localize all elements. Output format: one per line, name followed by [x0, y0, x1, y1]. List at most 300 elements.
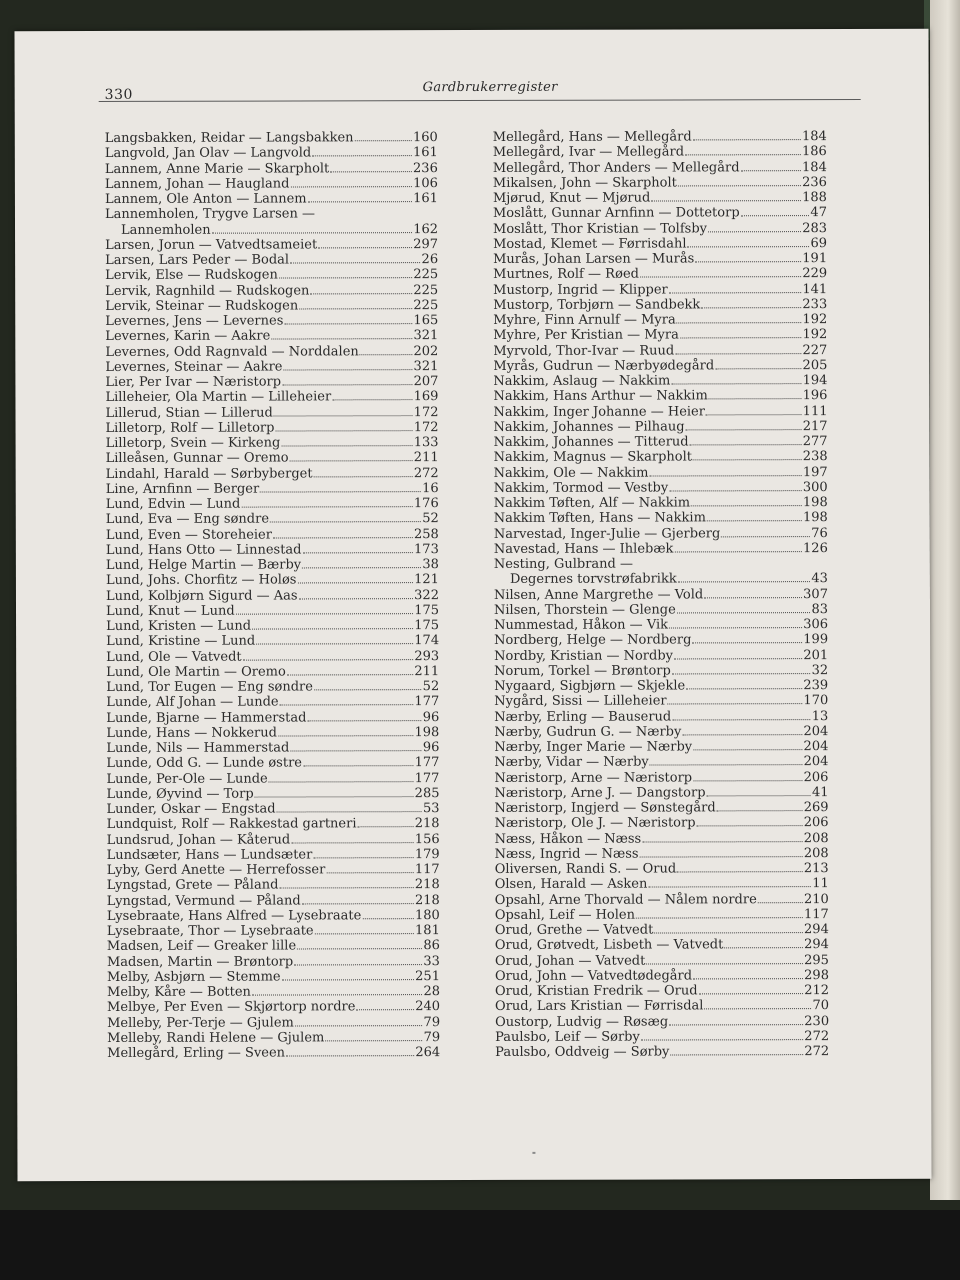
entry-page-number: 70: [812, 998, 830, 1014]
entry-page-number: 96: [422, 740, 440, 756]
dot-leader: [704, 1008, 811, 1009]
entry-name: Lannem, Anne Marie — Skarpholt: [104, 160, 330, 177]
entry-page-number: 208: [803, 845, 829, 861]
entry-name: Nummestad, Håkon — Vik: [494, 617, 669, 633]
index-entry: [107, 862, 440, 878]
entry-name: Orud, Grethe — Vatvedt: [494, 922, 654, 938]
index-entry: [493, 327, 827, 343]
entry-page-number: 204: [803, 754, 829, 770]
entry-name: Myhre, Per Kristian — Myra: [493, 327, 679, 344]
entry-name: Nakkim Tøften, Hans — Nakkim: [493, 510, 706, 527]
index-entry: [107, 1030, 440, 1046]
entry-name: Mjørud, Knut — Mjørud: [492, 190, 651, 206]
entry-page-number: 32: [811, 662, 829, 678]
dot-leader: [706, 414, 802, 415]
entry-name: Mikalsen, John — Skarpholt: [492, 175, 677, 191]
entry-page-number: 285: [414, 785, 440, 801]
index-entry: [494, 663, 828, 679]
dot-leader: [678, 185, 801, 186]
index-entry: [495, 983, 829, 999]
entry-name: Nordberg, Helge — Nordberg: [494, 632, 692, 649]
entry-name: Navestad, Hans — Ihlebæk: [493, 541, 674, 557]
entry-page-number: 47: [810, 205, 827, 221]
entry-page-number: 227: [802, 342, 828, 358]
entry-page-number: 172: [413, 419, 439, 435]
entry-name: Mostad, Klemet — Førrisdahl: [493, 236, 687, 252]
index-entry: [494, 495, 828, 511]
index-entry: [107, 1045, 440, 1061]
entry-name: Lunde, Alf Johan — Lunde: [106, 694, 279, 711]
index-entry: [106, 557, 439, 573]
index-entry: [495, 815, 829, 831]
dot-leader: [636, 917, 803, 918]
entry-name: Lund, Hans Otto — Linnestad: [105, 542, 302, 558]
dot-leader: [297, 948, 422, 949]
index-entry: [107, 908, 440, 924]
entry-page-number: 180: [414, 907, 440, 923]
entry-name: Lund, Kolbjørn Sigurd — Aas: [105, 587, 298, 604]
entry-page-number: 264: [415, 1045, 441, 1061]
entry-name: Madsen, Martin — Brøntorp: [106, 953, 294, 970]
entry-page-number: 111: [802, 403, 828, 419]
dot-leader: [290, 262, 420, 263]
entry-name: Lyngstad, Grete — Påland: [106, 877, 279, 894]
entry-page-number: 28: [423, 984, 441, 1000]
dot-leader: [241, 506, 413, 507]
dot-leader: [280, 704, 414, 705]
entry-name: Nakkim, Tormod — Vestby: [493, 480, 669, 496]
entry-name: Paulsbo, Oddveig — Sørby: [495, 1044, 670, 1060]
dot-leader: [357, 826, 413, 827]
entry-name: Lilleheier, Ola Martin — Lilleheier: [105, 389, 332, 406]
dot-leader: [697, 825, 803, 826]
entry-page-number: 258: [413, 526, 439, 542]
entry-name: Mellegård, Erling — Sveen: [107, 1045, 286, 1061]
entry-name: Norum, Torkel — Brøntorp: [494, 663, 671, 679]
entry-name: Opsahl, Arne Thorvald — Nålem nordre: [494, 891, 757, 908]
dot-leader: [686, 688, 802, 689]
dot-leader: [674, 658, 802, 659]
dot-leader: [212, 232, 413, 234]
dot-leader: [707, 795, 811, 796]
entry-name: Mustorp, Ingrid — Klipper: [493, 281, 668, 298]
dot-leader: [297, 582, 413, 583]
index-entry: [105, 130, 438, 146]
index-entry: [494, 434, 828, 450]
dot-leader: [286, 1055, 414, 1056]
entry-name: Nakkim, Johannes — Pilhaug: [493, 419, 685, 435]
index-entry: [106, 496, 439, 512]
index-entry: [495, 1044, 829, 1060]
index-entry: [106, 542, 439, 558]
entry-page-number: 83: [811, 601, 829, 617]
entry-name: Myhre, Finn Arnulf — Myra: [493, 312, 676, 328]
index-entry: [494, 709, 828, 725]
entry-name: Langvold, Jan Olav — Langvold: [104, 145, 312, 162]
index-entry: [106, 771, 439, 787]
dot-leader: [650, 764, 803, 765]
entry-name: Næristorp, Ole J. — Næristorp: [494, 815, 696, 832]
entry-page-number: 306: [803, 617, 829, 633]
dot-leader: [307, 720, 421, 721]
dot-leader: [677, 612, 811, 613]
entry-page-number: 272: [804, 1028, 830, 1044]
dot-leader: [302, 903, 414, 904]
index-entry: [495, 907, 829, 923]
dot-leader: [724, 947, 803, 948]
index-entry: [105, 237, 438, 253]
dot-leader: [677, 871, 803, 872]
index-entry: [494, 678, 828, 694]
entry-name: Line, Arnfinn — Berger: [105, 481, 260, 497]
dot-leader: [279, 277, 412, 278]
index-entry: [494, 449, 828, 465]
dot-leader: [649, 475, 801, 476]
index-entry: [107, 969, 440, 985]
dot-leader: [255, 796, 414, 797]
index-entry-lead: Lannemholen, Trygve Larsen —: [104, 206, 316, 223]
index-entry: [106, 740, 439, 756]
dot-leader: [686, 429, 802, 430]
entry-name: Lunde, Hans — Nokkerud: [106, 725, 277, 741]
dot-leader: [654, 932, 803, 933]
entry-page-number: 300: [802, 479, 828, 495]
dot-leader: [695, 261, 801, 262]
entry-page-number: 236: [413, 160, 438, 176]
dot-leader: [741, 170, 802, 171]
index-entry: [494, 465, 828, 481]
index-entry: [495, 800, 829, 816]
dot-leader: [278, 735, 414, 736]
entry-page-number: 169: [413, 389, 439, 405]
entry-name: Moslått, Thor Kristian — Tolfsby: [492, 220, 708, 237]
index-entry: [107, 999, 440, 1015]
dot-leader: [256, 643, 413, 644]
entry-name: Lund, Ole — Vatvedt: [106, 649, 242, 665]
index-entry: [493, 205, 827, 221]
index-entry: [493, 236, 827, 252]
entry-name: Lund, Edvin — Lund: [105, 496, 241, 512]
book-page: [14, 29, 931, 1181]
entry-name: Nakkim, Aslaug — Nakkim: [493, 373, 671, 389]
running-title: Gardbrukerregister: [422, 79, 558, 96]
entry-page-number: 229: [802, 266, 828, 282]
dot-leader: [669, 490, 802, 491]
entry-name: Lyngstad, Vermund — Påland: [106, 892, 301, 909]
entry-page-number: 321: [413, 328, 439, 344]
dot-leader: [236, 613, 414, 614]
dot-leader: [318, 247, 412, 248]
entry-page-number: 238: [802, 449, 828, 465]
entry-name: Orud, Johan — Vatvedt: [494, 953, 646, 969]
index-entry: [106, 618, 439, 634]
index-entry: [495, 1029, 829, 1045]
index-entry: [494, 648, 828, 664]
dot-leader: [709, 398, 802, 399]
dot-leader: [312, 155, 412, 156]
entry-page-number: 239: [803, 678, 829, 694]
dot-leader: [252, 628, 413, 629]
entry-page-number: 192: [802, 312, 828, 328]
index-entry: [107, 816, 440, 832]
entry-page-number: 117: [803, 906, 829, 922]
index-entry: [495, 937, 829, 953]
index-entry: [493, 190, 827, 206]
entry-name: Lannemholen: [120, 222, 211, 238]
entry-page-number: 236: [802, 174, 827, 190]
entry-page-number: 194: [802, 373, 828, 389]
index-entry: [105, 389, 438, 405]
facing-page-edge: [930, 0, 960, 1200]
entry-name: Lund, Kristen — Lund: [106, 618, 252, 634]
dot-leader: [642, 841, 803, 842]
page-number: 330: [104, 86, 133, 103]
index-entry: [107, 832, 440, 848]
index-entry: [493, 160, 827, 176]
entry-name: Næristorp, Ingjerd — Sønstegård: [494, 800, 716, 816]
entry-name: Nærby, Erling — Bauserud: [494, 708, 672, 725]
dot-leader: [277, 811, 422, 812]
index-entry: [105, 191, 438, 207]
entry-page-number: 133: [413, 435, 439, 451]
entry-page-number: 160: [412, 130, 438, 146]
index-entry: [494, 419, 828, 435]
dot-leader: [360, 354, 413, 355]
entry-page-number: 175: [414, 602, 440, 618]
entry-name: Levernes, Odd Ragnvald — Norddalen: [105, 343, 359, 360]
index-entry: [493, 282, 827, 298]
dot-leader: [282, 979, 415, 980]
index-entry: [494, 617, 828, 633]
dot-leader: [670, 1054, 803, 1055]
entry-name: Olsen, Harald — Asken: [494, 876, 648, 893]
entry-name: Lund, Tor Eugen — Eng søndre: [106, 679, 313, 695]
entry-page-number: 181: [415, 923, 440, 939]
index-entry: [106, 694, 439, 710]
index-entry: [494, 571, 828, 587]
entry-name: Levernes, Steinar — Aakre: [105, 359, 283, 375]
index-entry: [494, 541, 828, 557]
index-entry: [493, 312, 827, 328]
entry-name: Næristorp, Arne J. — Dangstorp: [494, 785, 706, 801]
entry-page-number: 207: [413, 374, 439, 390]
entry-page-number: 283: [802, 220, 828, 236]
entry-page-number: 156: [414, 831, 440, 847]
dot-leader: [677, 322, 802, 323]
index-entry: [495, 876, 829, 892]
entry-name: Melleby, Per-Terje — Gjulem: [107, 1014, 294, 1031]
entry-page-number: 212: [804, 983, 830, 999]
dot-leader: [704, 597, 802, 598]
index-entry: [107, 954, 440, 970]
index-entry: [106, 420, 439, 436]
index-entry: [494, 724, 828, 740]
index-entry: [493, 343, 827, 359]
index-entry: [494, 632, 828, 648]
dot-leader: [362, 918, 414, 919]
entry-page-number: 217: [802, 418, 828, 434]
index-entry: [495, 968, 829, 984]
dot-leader: [682, 734, 802, 735]
entry-name: Lundsrud, Johan — Kåterud: [106, 831, 291, 848]
dot-leader: [274, 415, 413, 416]
entry-page-number: 172: [413, 404, 439, 420]
entry-page-number: 11: [812, 876, 829, 892]
index-entry: [493, 129, 827, 145]
index-entry: [495, 892, 829, 908]
dot-leader: [314, 689, 422, 690]
entry-name: Nakkim, Inger Johanne — Heier: [493, 403, 705, 420]
entry-page-number: 161: [412, 145, 438, 161]
dot-leader: [671, 383, 801, 384]
index-entry: [493, 358, 827, 374]
entry-name: Larsen, Jorun — Vatvedtsameiet: [105, 237, 318, 253]
index-entry: [107, 1015, 440, 1031]
dot-leader: [290, 460, 413, 461]
dot-leader: [270, 521, 421, 522]
entry-name: Næss, Håkon — Næss: [494, 831, 642, 847]
entry-name: Mellegård, Thor Anders — Mellegård: [492, 159, 740, 176]
dot-leader: [693, 749, 802, 750]
dot-leader: [640, 856, 803, 857]
index-entry: [106, 435, 439, 451]
entry-page-number: 161: [413, 191, 438, 207]
entry-page-number: 69: [810, 235, 828, 251]
entry-page-number: 201: [803, 647, 829, 663]
index-entry: [493, 175, 827, 191]
entry-page-number: 197: [802, 464, 828, 480]
index-entry: [493, 144, 827, 160]
dot-leader: [308, 201, 413, 202]
entry-name: Levernes, Jens — Levernes: [105, 313, 284, 329]
index-entry: [493, 388, 827, 404]
index-entry: [106, 481, 439, 497]
entry-page-number: 277: [802, 434, 828, 450]
dot-leader: [693, 978, 803, 979]
index-column-right: [493, 129, 829, 1060]
entry-name: Lund, Ole Martin — Oremo: [106, 664, 286, 680]
dot-leader: [669, 1024, 803, 1025]
entry-page-number: 126: [803, 540, 828, 556]
entry-name: Myrås, Gudrun — Nærbyødegård: [493, 358, 715, 374]
entry-page-number: 198: [802, 510, 828, 526]
entry-name: Lunde, Per-Ole — Lunde: [106, 771, 268, 787]
entry-name: Orud, John — Vatvedtødegård: [494, 968, 693, 984]
entry-name: Lannem, Ole Anton — Lannem: [104, 191, 307, 207]
entry-page-number: 121: [414, 572, 439, 588]
index-entry: [493, 373, 827, 389]
entry-page-number: 117: [414, 862, 440, 878]
entry-page-number: 38: [422, 557, 439, 573]
dot-leader: [693, 459, 802, 460]
entry-name: Lund, Kristine — Lund: [106, 633, 256, 650]
entry-page-number: 293: [414, 648, 440, 664]
entry-name: Lervik, Ragnhild — Rudskogen: [105, 282, 310, 299]
entry-name: Nilsen, Anne Margrethe — Vold: [493, 586, 704, 603]
dot-leader: [691, 505, 802, 506]
dot-leader: [692, 642, 802, 643]
entry-name: Degernes torvstrøfabrikk: [509, 571, 677, 588]
entry-name: Lunde, Odd G. — Lunde østre: [106, 755, 303, 772]
entry-name: Nilsen, Thorstein — Glenge: [493, 602, 676, 618]
dot-leader: [741, 215, 810, 216]
dot-leader: [281, 445, 412, 446]
index-entry: [106, 527, 439, 543]
index-entry: [107, 984, 440, 1000]
entry-name: Lysebraate, Hans Alfred — Lysebraate: [106, 908, 362, 924]
entry-page-number: 33: [423, 953, 440, 969]
dot-leader: [290, 750, 422, 751]
dot-leader: [693, 139, 801, 140]
index-entry: [105, 222, 438, 238]
dot-leader: [356, 1009, 414, 1010]
entry-page-number: 240: [415, 999, 441, 1015]
dot-leader: [326, 872, 414, 873]
index-entry: [493, 266, 827, 282]
entry-page-number: 186: [801, 144, 827, 160]
entry-page-number: 191: [802, 251, 828, 267]
dot-leader: [648, 886, 811, 887]
entry-name: Nakkim, Johannes — Titterud: [493, 434, 689, 450]
entry-name: Lyby, Gerd Anette — Herrefosser: [106, 862, 326, 878]
entry-page-number: 141: [802, 281, 828, 297]
index-entry: [105, 344, 438, 360]
entry-name: Mellegård, Hans — Mellegård: [492, 129, 692, 145]
entry-name: Oliversen, Randi S. — Orud: [494, 861, 677, 877]
entry-page-number: 233: [802, 296, 828, 312]
dot-leader: [640, 276, 801, 277]
index-entry: [105, 405, 438, 421]
entry-name: Lunder, Oskar — Engstad: [106, 801, 276, 817]
dot-leader: [758, 902, 803, 903]
dot-leader: [672, 673, 811, 674]
dot-leader: [693, 780, 803, 781]
entry-page-number: 173: [414, 541, 439, 557]
dot-leader: [299, 598, 414, 599]
dot-leader: [252, 994, 423, 995]
entry-page-number: 76: [811, 525, 828, 541]
entry-name: Lannem, Johan — Haugland: [104, 176, 290, 192]
index-entry: [495, 998, 829, 1014]
index-entry: [494, 526, 828, 542]
entry-page-number: 206: [803, 769, 829, 785]
entry-name: Lillerud, Stian — Lillerud: [105, 405, 273, 421]
dot-leader: [672, 719, 811, 720]
entry-page-number: 251: [415, 968, 440, 984]
dot-leader: [641, 1039, 803, 1040]
index-entry: [106, 511, 439, 527]
index-entry: [106, 725, 439, 741]
entry-name: Nakkim Tøften, Alf — Nakkim: [493, 495, 691, 511]
entry-name: Melby, Asbjørn — Stemme: [106, 969, 281, 985]
entry-name: Melleby, Randi Helene — Gjulem: [107, 1030, 325, 1046]
dot-leader: [294, 964, 422, 965]
index-entry: [493, 251, 827, 267]
index-entry: [106, 755, 439, 771]
entry-name: Nordby, Kristian — Nordby: [494, 647, 674, 664]
index-entry: [494, 587, 828, 603]
index-entry: [495, 953, 829, 969]
index-entry: [105, 252, 438, 268]
entry-page-number: 188: [802, 190, 827, 206]
index-entry: [494, 785, 828, 801]
dot-leader: [675, 353, 801, 354]
entry-page-number: 13: [811, 708, 829, 724]
entry-name: Lund, Helge Martin — Bærby: [105, 557, 302, 573]
index-entry: [493, 297, 827, 313]
index-entry: [105, 161, 438, 177]
index-entry: [105, 145, 438, 161]
